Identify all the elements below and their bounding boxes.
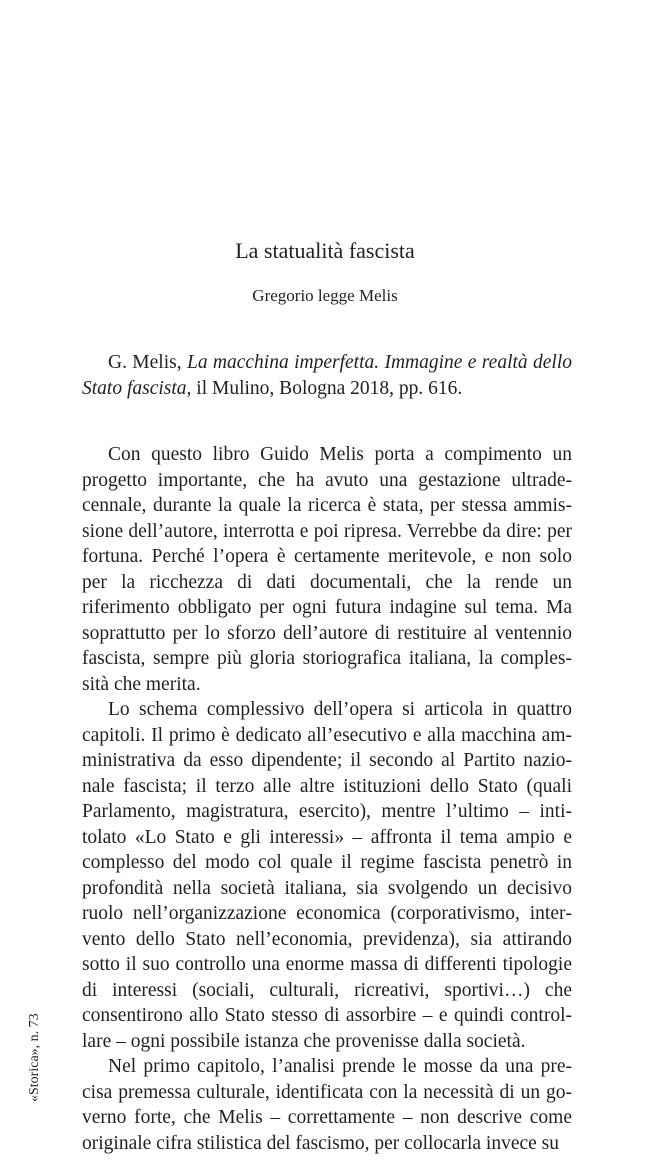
citation-publication: , il Mulino, Bologna 2018, pp. 616. xyxy=(186,377,463,399)
paragraph-1: Con questo libro Guido Melis porta a compimento un progetto importante, che ha avuto una gestazione ultradecennale, durante la quale la ricerca è stata, per stessa ammissione dell’autore, interrotta e poi ripresa. Verrebbe da dire: per fortuna. Perché l’opera è certamente meritevole, e non solo per la ricchezza di dati documentali, che la rende un riferimento obbligato per ogni futura indagine sul tema. Ma soprattutto per lo sforzo dell’autore di restituire al ventennio fascista, sempre più gloria storiografica italiana, la complessità che merita. xyxy=(82,444,572,695)
citation-author: G. Melis, xyxy=(108,352,187,373)
citation-line xyxy=(82,350,572,401)
article-title: La statualità fascista xyxy=(235,238,415,263)
article-body xyxy=(82,442,572,1156)
paragraph-2: Lo schema complessivo dell’opera si articola in quattro capitoli. Il primo è dedicato all’esecutivo e alla macchina amministrativa da esso dipendente; il secondo al Partito nazionale fascista; il terzo alle altre istituzioni dello Stato (quali Parlamento, magistratura, esercito), mentre l’ultimo – intitolato «Lo Stato e gli interessi» – affronta il tema ampio e complesso del modo col quale il regime fascista penetrò in profondità nella società italiana, sia svolgendo un decisivo ruolo nell’organizzazione economica (corporativismo, intervento dello Stato nell’economia, previdenza), sia attirando sotto il suo controllo una enorme massa di differenti tipologie di interessi (sociali, culturali, ricreativi, sportivi…) che consentirono allo Stato stesso di assorbire – e quindi controllare – ogni possibile istanza che provenisse dalla società. xyxy=(82,699,572,1052)
book-citation xyxy=(82,350,572,401)
citation-book-title: La macchina imperfetta. Immagine e realtà dello Stato fascista xyxy=(82,352,573,399)
paragraph-3: Nel primo capitolo, l’analisi prende le mosse da una precisa premessa culturale, identificata con la necessità di un governo forte, che Melis – correttamente – non descrive come originale cifra stilistica del fascismo, per collocarla invece su xyxy=(82,1056,572,1154)
article-subtitle: Gregorio legge Melis xyxy=(252,286,398,305)
journal-running-head: «Storica», n. 73 xyxy=(27,1013,42,1102)
